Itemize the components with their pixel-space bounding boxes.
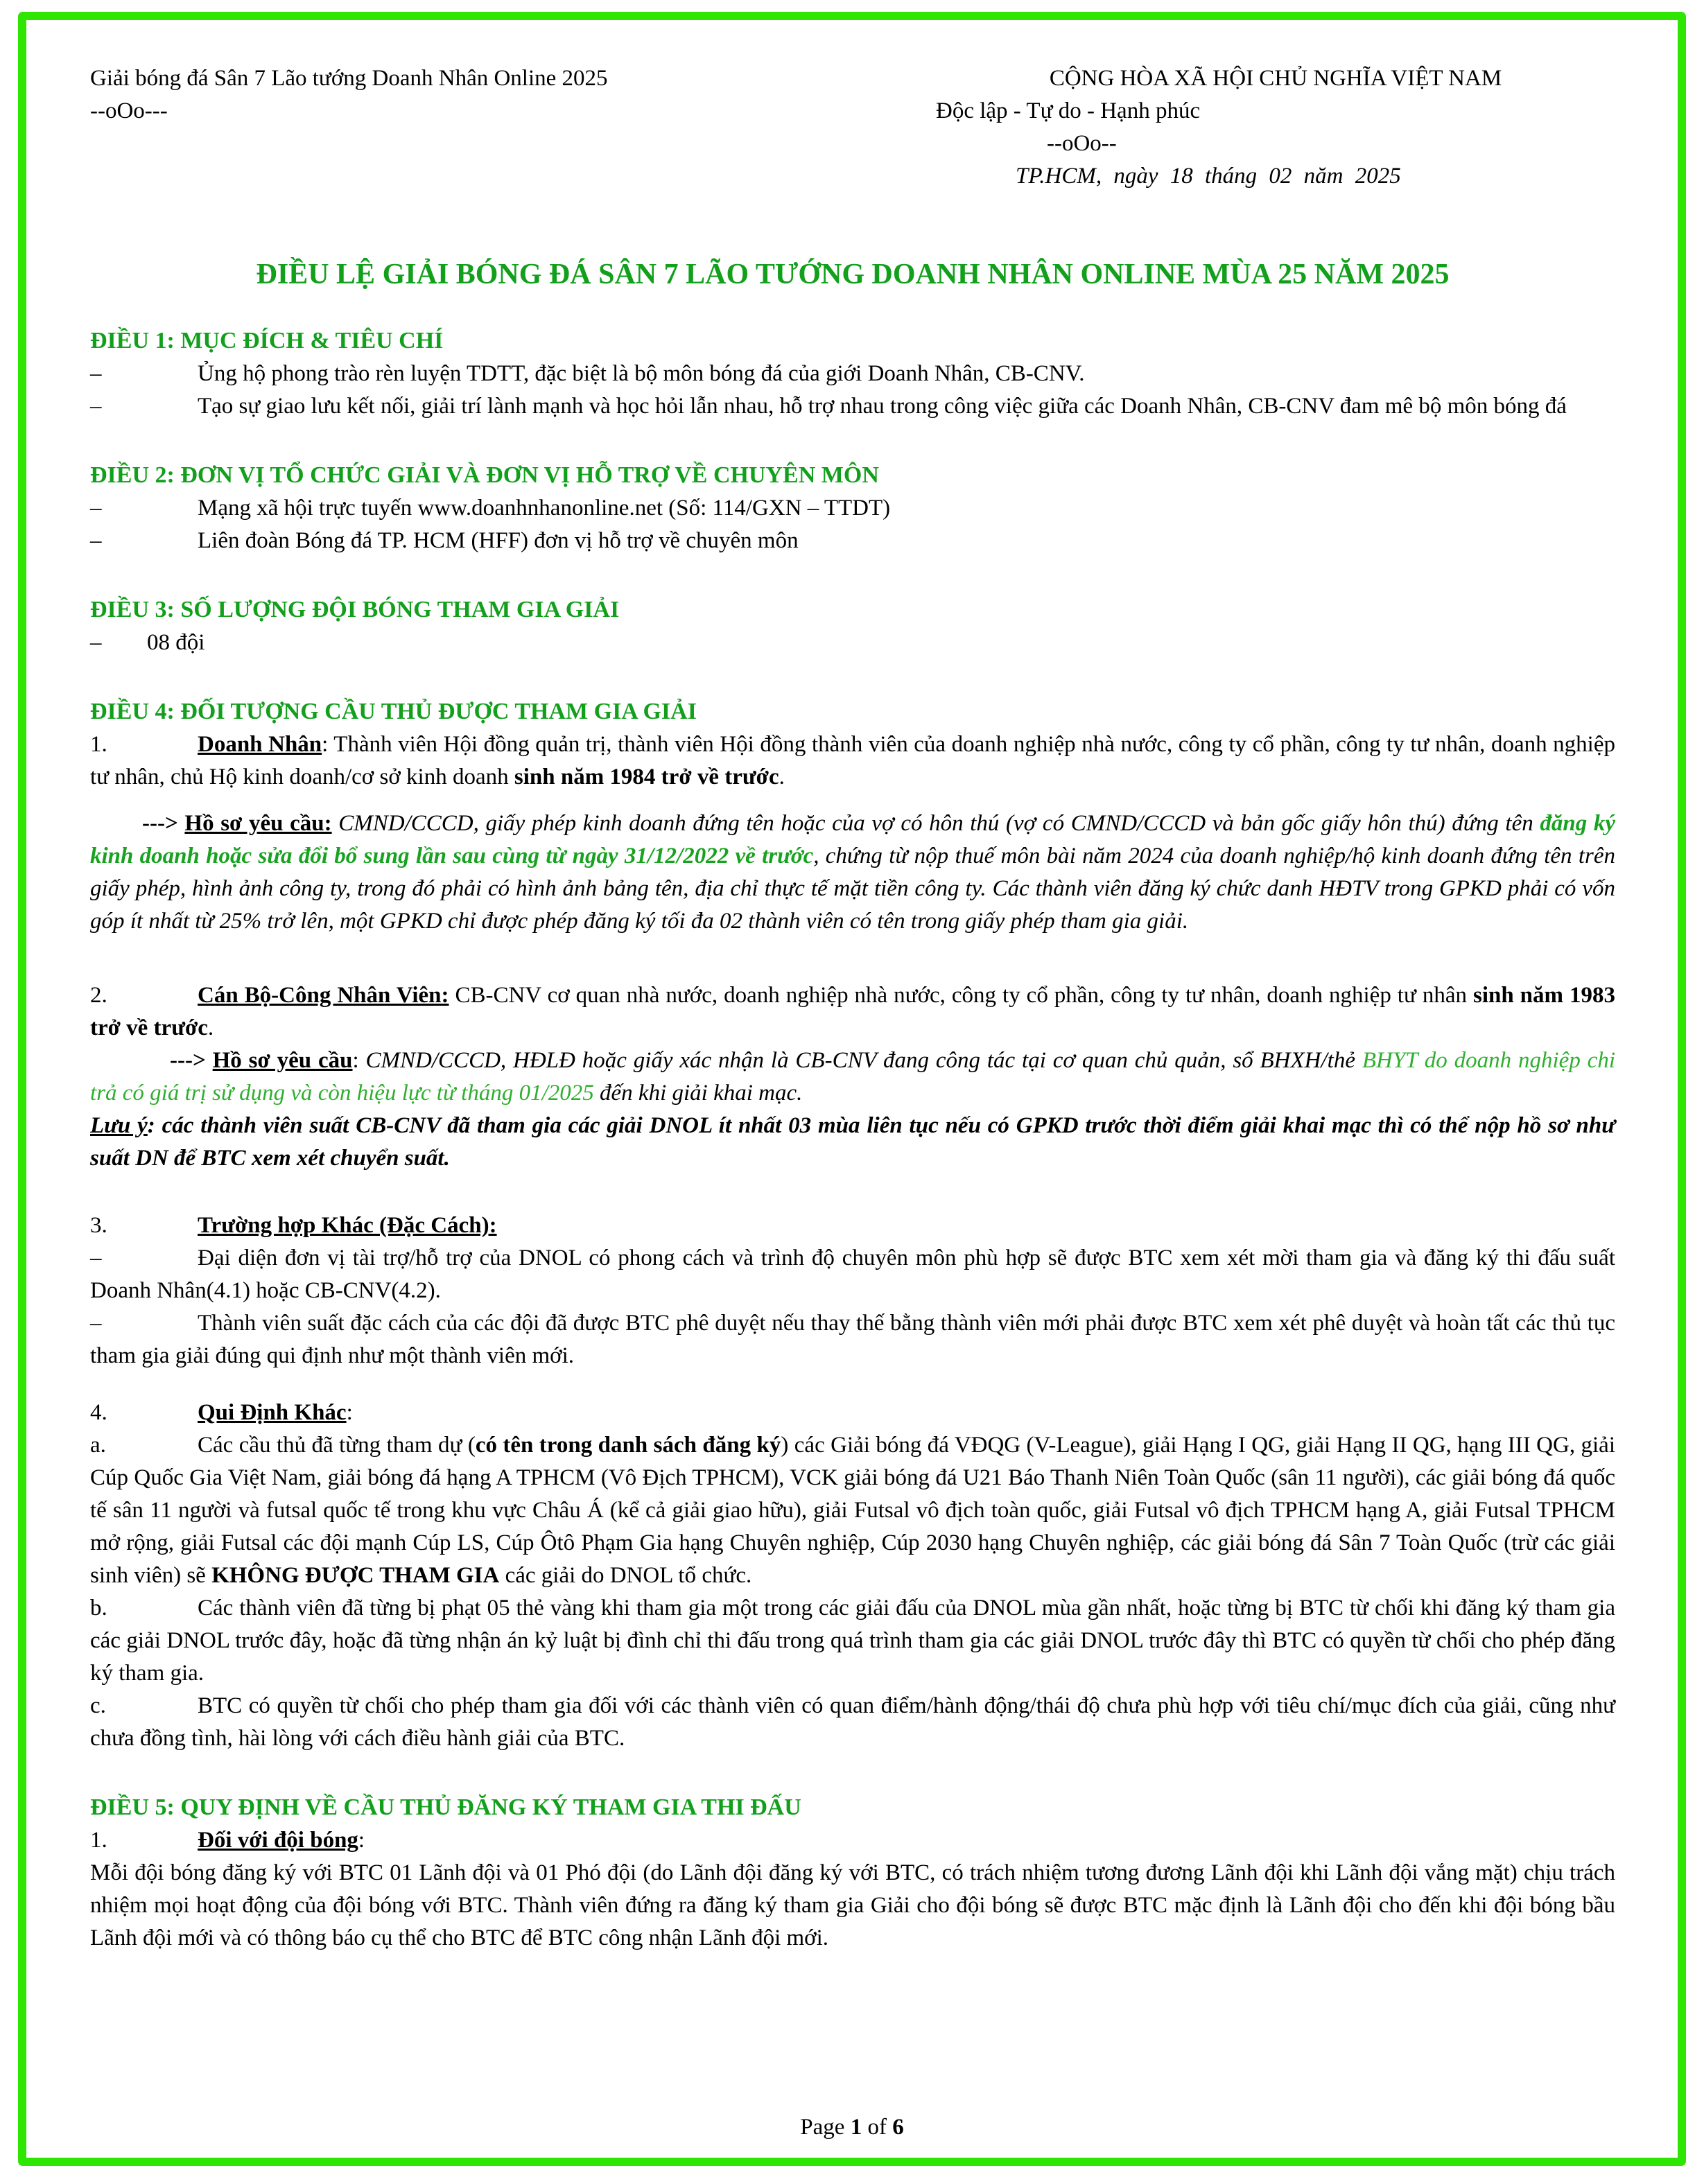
text-run: CMND/CCCD, HĐLĐ hoặc giấy xác nhận là CB-CNV đang công tác tại cơ quan chủ quản, sổ BHXH/thẻ — [365, 1048, 1362, 1073]
text-run: các giải do DNOL tổ chức. — [499, 1563, 752, 1588]
dieu5-doi-bong-detail — [90, 1857, 1615, 1955]
list-marker: b. — [90, 1596, 107, 1620]
section-heading-3: ĐIỀU 3: SỐ LƯỢNG ĐỘI BÓNG THAM GIA GIẢI — [90, 597, 620, 622]
text-run: : — [352, 1048, 366, 1073]
page-footer — [0, 2111, 1704, 2144]
list-marker: – — [90, 528, 102, 553]
list-marker: – — [90, 1311, 102, 1336]
dieu4-qui-dinh-khac-c — [90, 1690, 1615, 1755]
dieu1-item-1 — [90, 358, 1615, 390]
footer-page-total: 6 — [892, 2115, 904, 2140]
list-marker: 1. — [90, 1828, 107, 1853]
dieu3-item-1 — [90, 627, 1615, 659]
text-run: đến khi giải khai mạc. — [593, 1081, 803, 1106]
text-run: ---> — [170, 1048, 213, 1073]
footer-page-label: Page — [800, 2115, 851, 2140]
text-run: ---> — [142, 811, 185, 836]
dieu2-item-2 — [90, 525, 1615, 557]
text-run: Hồ sơ yêu cầu — [212, 1048, 353, 1073]
text-run: . — [207, 1015, 214, 1040]
text-run: Mỗi đội bóng đăng ký với BTC 01 Lãnh đội và 01 Phó đội (do Lãnh đội đăng ký với BTC, có trách nhiệm tương đương Lãnh đội khi Lãnh đội vắng mặt) chịu trách nhiệm mọi hoạt động của đội bóng với BTC. Thành viên đứng ra đăng ký tham gia Giải cho đội bóng sẽ được BTC mặc định là Lãnh đội cho đến khi đội bóng bầu Lãnh đội mới và có thông báo cụ thể cho BTC để BTC công nhận Lãnh đội mới. — [90, 1860, 1615, 1950]
dieu4-dac-cach-item-1 — [90, 1242, 1615, 1307]
section-heading-5: ĐIỀU 5: QUY ĐỊNH VỀ CẦU THỦ ĐĂNG KÝ THAM GIA THI ĐẤU — [90, 1794, 801, 1820]
text-run: Các cầu thủ đã từng tham dự ( — [198, 1433, 476, 1458]
dieu4-ho-so-yeu-cau-1 — [90, 807, 1615, 938]
text-run: 08 đội — [147, 630, 205, 655]
text-run: Liên đoàn Bóng đá TP. HCM (HFF) đơn vị hỗ trợ về chuyên môn — [198, 528, 799, 553]
dieu4-ho-so-yeu-cau-2 — [90, 1045, 1615, 1110]
document-title: ĐIỀU LỆ GIẢI BÓNG ĐÁ SÂN 7 LÃO TƯỚNG DOANH NHÂN ONLINE MÙA 25 NĂM 2025 — [256, 259, 1450, 290]
list-marker: 4. — [90, 1400, 107, 1425]
list-marker: – — [90, 630, 102, 655]
dieu4-cb-cnv — [90, 979, 1615, 1045]
document-header — [90, 62, 1615, 193]
ooo-divider-right: --oOo-- — [1047, 131, 1117, 156]
date-line: TP.HCM, ngày 18 tháng 02 năm 2025 — [1016, 164, 1401, 189]
dieu4-qui-dinh-khac — [90, 1397, 1615, 1429]
list-marker: – — [90, 1246, 102, 1270]
header-left-block — [90, 62, 936, 193]
text-run: Lưu ý — [90, 1113, 148, 1138]
text-run: Thành viên suất đặc cách của các đội đã được BTC phê duyệt nếu thay thế bằng thành viên mới phải được BTC xem xét phê duyệt và hoàn tất các thủ tục tham gia giải đúng qui định như một thành viên mới. — [90, 1311, 1615, 1368]
text-run: sinh năm 1984 trở về trước — [514, 765, 779, 789]
text-run: có tên trong danh sách đăng ký — [475, 1433, 781, 1458]
dieu4-qui-dinh-khac-b — [90, 1592, 1615, 1690]
text-run: Cán Bộ-Công Nhân Viên: — [198, 983, 449, 1008]
national-title: CỘNG HÒA XÃ HỘI CHỦ NGHĨA VIỆT NAM — [1049, 66, 1502, 91]
footer-of-label: of — [862, 2115, 893, 2140]
dieu4-luu-y — [90, 1110, 1615, 1175]
text-run: : — [346, 1400, 353, 1425]
text-run: Tạo sự giao lưu kết nối, giải trí lành mạnh và học hỏi lẫn nhau, hỗ trợ nhau trong công việc giữa các Doanh Nhân, CB-CNV đam mê bộ môn bóng đá — [198, 394, 1567, 419]
text-run: BTC có quyền từ chối cho phép tham gia đối với các thành viên có quan điểm/hành động/thái độ chưa phù hợp với tiêu chí/mục đích của giải, cũng như chưa đồng tình, hài lòng với cách điều hành giải của BTC. — [90, 1693, 1615, 1751]
ooo-divider-left: --oOo--- — [90, 98, 168, 123]
dieu4-doanh-nhan — [90, 728, 1615, 794]
tournament-name: Giải bóng đá Sân 7 Lão tướng Doanh Nhân Online 2025 — [90, 66, 608, 91]
text-run: , chứng từ nộp thuế môn bài năm 2024 của doanh nghiệp/hộ kinh doanh đứng tên trên giấy phép, hình ảnh công ty, trong đó phải có hình ảnh bảng tên, địa chỉ thực tế mặt tiền công ty. Các thành viên đăng ký chức danh HĐTV trong GPKD phải có vốn góp ít nhất từ 25% trở lên, một GPKD chỉ được phép đăng ký tối đa 02 thành viên có tên trong giấy phép tham gia giải. — [90, 844, 1615, 934]
text-run: sinh năm 1983 trở về trước — [90, 983, 1616, 1040]
text-run: Mạng xã hội trực tuyến www.doanhnhanonline.net (Số: 114/GXN – TTDT) — [198, 496, 891, 521]
text-run: Hồ sơ yêu cầu: — [184, 811, 332, 836]
section-heading-1: ĐIỀU 1: MỤC ĐÍCH & TIÊU CHÍ — [90, 328, 444, 353]
text-run: Đối với đội bóng — [198, 1828, 358, 1853]
text-run: Đại diện đơn vị tài trợ/hỗ trợ của DNOL có phong cách và trình độ chuyên môn phù hợp sẽ được BTC xem xét mời tham gia và đăng ký thi đấu suất Doanh Nhân(4.1) hoặc CB-CNV(4.2). — [90, 1246, 1615, 1303]
text-run: CMND/CCCD, giấy phép kinh doanh đứng tên hoặc của vợ có hôn thú (vợ có CMND/CCCD và bản gốc giấy hôn thú) đứng tên — [331, 811, 1540, 836]
document-content — [90, 62, 1615, 1955]
footer-page-number: 1 — [850, 2115, 862, 2140]
header-right-block — [936, 62, 1615, 193]
text-run: KHÔNG ĐƯỢC THAM GIA — [211, 1563, 500, 1588]
list-marker: 2. — [90, 983, 107, 1008]
dieu4-qui-dinh-khac-a — [90, 1429, 1615, 1592]
text-run: : các thành viên suất CB-CNV đã tham gia các giải DNOL ít nhất 03 mùa liên tục nếu có GPKD trước thời điểm giải khai mạc thì có thể nộp hồ sơ như suất DN để BTC xem xét chuyển suất. — [90, 1113, 1615, 1171]
list-marker: c. — [90, 1693, 106, 1718]
text-run: . — [779, 765, 785, 789]
text-run: BHYT do doanh nghiệp chi trả có giá trị sử dụng và còn hiệu lực từ tháng 01/2025 — [90, 1048, 1615, 1106]
list-marker: a. — [90, 1433, 106, 1458]
list-marker: – — [90, 394, 102, 419]
text-run: đăng ký kinh doanh hoặc sửa đổi bổ sung lần sau cùng từ ngày 31/12/2022 về trước — [90, 811, 1616, 868]
text-run: Doanh Nhân — [198, 732, 322, 757]
text-run: CB-CNV cơ quan nhà nước, doanh nghiệp nhà nước, công ty cổ phần, công ty tư nhân, doanh nghiệp tư nhân — [449, 983, 1473, 1008]
national-motto: Độc lập - Tự do - Hạnh phúc — [936, 98, 1201, 123]
list-marker: – — [90, 361, 102, 386]
text-run: Ủng hộ phong trào rèn luyện TDTT, đặc biệt là bộ môn bóng đá của giới Doanh Nhân, CB-CNV. — [198, 361, 1085, 386]
text-run: Qui Định Khác — [198, 1400, 347, 1425]
dieu5-doi-voi-doi-bong — [90, 1824, 1615, 1857]
section-heading-2: ĐIỀU 2: ĐƠN VỊ TỔ CHỨC GIẢI VÀ ĐƠN VỊ HỖ TRỢ VỀ CHUYÊN MÔN — [90, 462, 879, 488]
list-marker: 3. — [90, 1213, 107, 1238]
text-run: : — [358, 1828, 365, 1853]
dieu2-item-1 — [90, 492, 1615, 525]
dieu1-item-2 — [90, 390, 1615, 423]
text-run: Các thành viên đã từng bị phạt 05 thẻ vàng khi tham gia một trong các giải đấu của DNOL mùa gần nhất, hoặc từng bị BTC từ chối khi đăng ký tham gia các giải DNOL trước đây, hoặc đã từng nhận án kỷ luật bị đình chỉ thi đấu trong quá trình tham gia các giải DNOL trước đây thì BTC có quyền từ chối cho phép đăng ký tham gia. — [90, 1596, 1615, 1686]
list-marker: – — [90, 496, 102, 521]
text-run: ) các Giải bóng đá VĐQG (V-League), giải Hạng I QG, giải Hạng II QG, hạng III QG, giải Cúp Quốc Gia Việt Nam, giải bóng đá hạng A TPHCM (Vô Địch TPHCM), VCK giải bóng đá U21 Báo Thanh Niên Toàn Quốc (sân 11 người), các giải bóng đá quốc tế sân 11 người và futsal quốc tế trong khu vực Châu Á (kể cả giải giao hữu), giải Futsal vô địch toàn quốc, giải Futsal vô địch TPHCM hạng A, giải Futsal TPHCM mở rộng, giải Futsal các đội mạnh Cúp LS, Cúp Ôtô Phạm Gia hạng Chuyên nghiệp, Cúp 2030 hạng Chuyên nghiệp, các giải bóng đá Sân 7 Toàn Quốc (trừ các giải sinh viên) sẽ — [90, 1433, 1615, 1588]
text-run: : Thành viên Hội đồng quản trị, thành viên Hội đồng thành viên của doanh nghiệp nhà nước, công ty cổ phần, công ty tư nhân, doanh nghiệp tư nhân, chủ Hộ kinh doanh/cơ sở kinh doanh — [90, 732, 1616, 789]
dieu4-dac-cach-item-2 — [90, 1307, 1615, 1372]
section-heading-4: ĐIỀU 4: ĐỐI TƯỢNG CẦU THỦ ĐƯỢC THAM GIA GIẢI — [90, 699, 697, 724]
list-marker: 1. — [90, 732, 107, 757]
dieu4-truong-hop-khac — [90, 1209, 1615, 1242]
text-run: Trường hợp Khác (Đặc Cách): — [198, 1213, 497, 1238]
